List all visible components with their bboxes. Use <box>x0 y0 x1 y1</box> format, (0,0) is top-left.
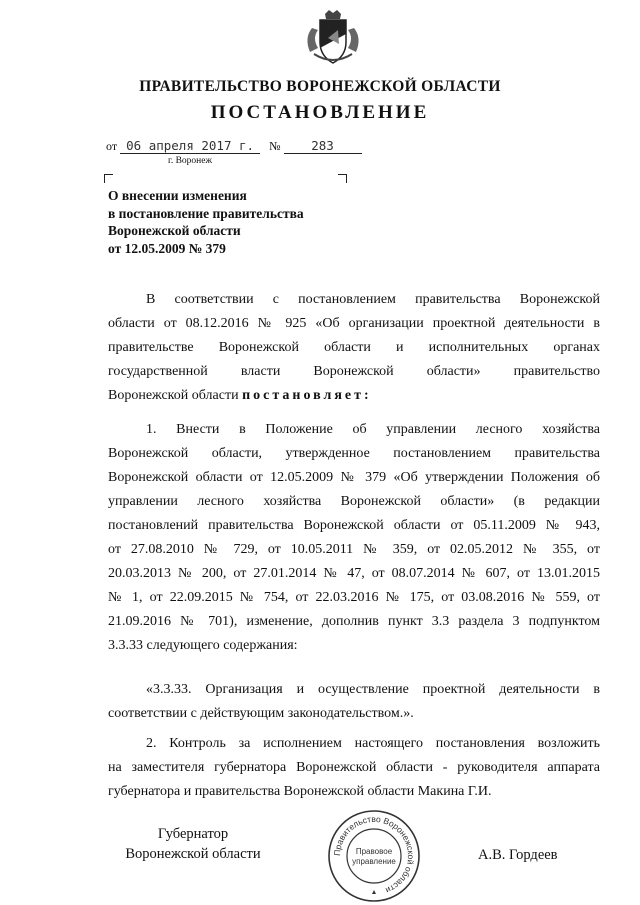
coat-of-arms-emblem <box>298 8 368 68</box>
signatory-name: А.В. Гордеев <box>478 847 558 863</box>
body-line: губернатора и правительства Воронежской области Макина Г.И. <box>108 784 492 799</box>
body-line: 20.03.2013 № 200, от 27.01.2014 № 47, от 08.07.2014 № 607, от 13.01.2015 <box>108 566 600 581</box>
body-line: управлении лесного хозяйства Воронежской области» (в редакции <box>108 494 600 509</box>
number-prefix: № <box>269 139 281 153</box>
document-title <box>108 187 408 257</box>
body-line: государственной власти Воронежской области» правительство <box>108 364 600 379</box>
position-line: Губернатор <box>157 826 229 842</box>
body-line: «3.3.33. Организация и осуществление проектной деятельности в <box>146 682 600 697</box>
body-line: № 1, от 22.09.2015 № 754, от 22.03.2016 № 175, от 03.08.2016 № 559, от <box>108 590 600 605</box>
body-line: области от 08.12.2016 № 925 «Об организации проектной деятельности в <box>108 316 600 331</box>
title-line: О внесении изменения <box>108 188 247 203</box>
title-corner-left <box>104 174 113 183</box>
signatory-position <box>118 824 268 864</box>
body-line: 1. Внести в Положение об управлении лесного хозяйства <box>146 422 600 437</box>
document-number: 283 <box>284 138 362 154</box>
body-line <box>108 384 600 408</box>
resolution-keyword: постановляет: <box>242 388 372 403</box>
document-city: г. Воронеж <box>168 156 213 166</box>
stamp-center-line: Правовое <box>355 847 393 856</box>
body-line: правительстве Воронежской области и исполнительных органах <box>108 340 600 355</box>
stamp-center-line: управление <box>352 857 396 866</box>
body-line: 3.3.33 следующего содержания: <box>108 638 298 653</box>
body-line: на заместителя губернатора Воронежской области - руководителя аппарата <box>108 760 600 775</box>
title-line: в постановление правительства <box>108 205 304 221</box>
body-line: соответствии с действующим законодательством.». <box>108 706 414 721</box>
title-line: Воронежской области <box>108 223 241 238</box>
position-line: Воронежской области <box>125 846 261 862</box>
title-corner-right <box>338 174 347 183</box>
organization-name: ПРАВИТЕЛЬСТВО ВОРОНЕЖСКОЙ ОБЛАСТИ <box>139 78 501 95</box>
body-line: В соответствии с постановлением правительства Воронежской <box>146 292 600 307</box>
document-type: ПОСТАНОВЛЕНИЕ <box>210 102 430 123</box>
body-line: 21.09.2016 № 701), изменение, дополнив пункт 3.3 раздела 3 подпунктом <box>108 614 600 629</box>
document-date: 06 апреля 2017 г. <box>120 138 260 154</box>
official-seal-stamp <box>326 808 422 904</box>
body-line: от 27.08.2010 № 729, от 10.05.2011 № 359, от 02.05.2012 № 355, от <box>108 542 600 557</box>
stamp-ring-text: Правительство Воронежской области <box>331 813 417 896</box>
title-line: от 12.05.2009 № 379 <box>108 240 226 256</box>
body-line: Воронежской области, утвержденное постановлением правительства <box>108 446 600 461</box>
body-line: постановлений правительства Воронежской области от 05.11.2009 № 943, <box>108 518 600 533</box>
date-prefix: от <box>106 139 118 153</box>
body-line-text: Воронежской области <box>108 388 239 403</box>
body-line: Воронежской области от 12.05.2009 № 379 «Об утверждении Положения об <box>108 470 600 485</box>
document-meta <box>106 138 362 154</box>
body-line: 2. Контроль за исполнением настоящего постановления возложить <box>146 736 600 751</box>
